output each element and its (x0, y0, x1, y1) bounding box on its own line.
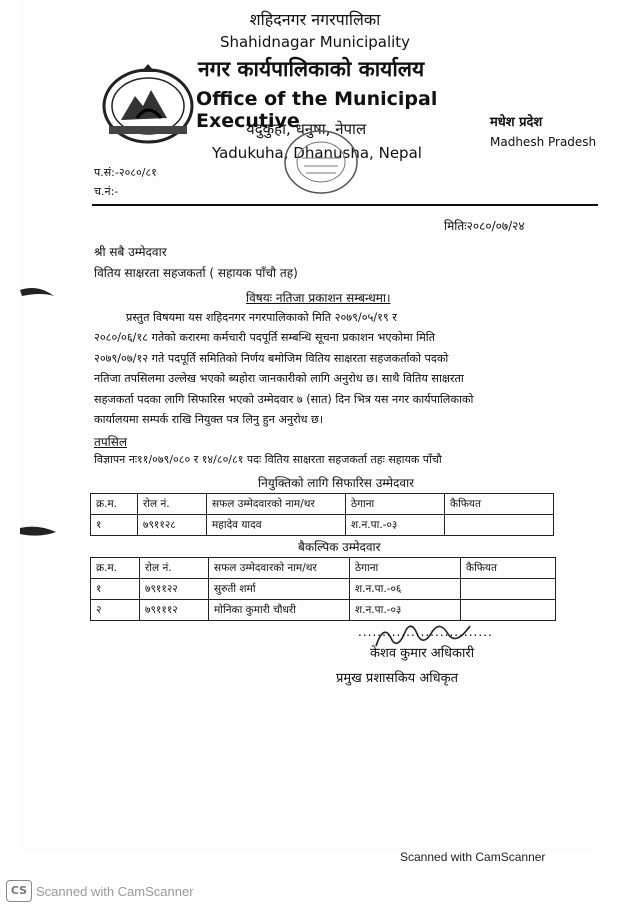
table-cell: ७९११२२ (140, 579, 209, 600)
column-header: कैफियत (461, 558, 556, 579)
nepal-emblem-icon (101, 62, 195, 146)
subject-line: विषयः नतिजा प्रकाशन सम्बन्धमा। (246, 291, 391, 305)
column-header: रोल नं. (138, 494, 207, 515)
advertisement-line: विज्ञापन नः११/०७९/०८० र १४/८०/८१ पदः वितिय साक्षरता सहजकर्ता तहः सहायक पाँचौ (94, 453, 442, 466)
table-cell: श.न.पा.-०३ (350, 600, 461, 621)
address-en: Yadukuha, Dhanusha, Nepal (212, 144, 422, 162)
body-line: २०८०/०६/१८ गतेको करारमा कर्मचारी पदपूर्ति सम्बन्धि सूचना प्रकाशन भएकोमा मिति (94, 331, 436, 345)
tapsil-heading: तपसिल (94, 435, 128, 449)
alternate-title: बैकल्पिक उम्मेदवार (298, 540, 381, 554)
table-cell: मोनिका कुमारी चौधरी (209, 600, 350, 621)
body-line: २०७९/०७/१२ गते पदपूर्ति समितिको निर्णय बमोजिम वितिय साक्षरता सहजकर्ताको पदको (94, 351, 449, 365)
table-cell (461, 579, 556, 600)
table-row (91, 600, 556, 621)
addressee: श्री सबै उम्मेदवार (94, 245, 167, 259)
signatory-title: प्रमुख प्रशासकिय अधिकृत (336, 671, 459, 686)
table-header-row (91, 494, 554, 515)
column-header: क्र.म. (91, 494, 138, 515)
letter-date: मितिः२०८०/०७/२४ (444, 219, 525, 233)
position-line: वितिय साक्षरता सहजकर्ता ( सहायक पाँचौ तह) (94, 266, 298, 280)
table-cell: सुरुती शर्मा (209, 579, 350, 600)
table-cell: १ (91, 579, 140, 600)
table-cell (445, 515, 554, 536)
signature-dots: ............................ (358, 625, 493, 639)
office-name-np: नगर कार्यपालिकाको कार्यालय (198, 57, 425, 81)
office-name-en: Office of the Municipal Executive (196, 88, 438, 132)
column-header: रोल नं. (140, 558, 209, 579)
table-cell: २ (91, 600, 140, 621)
header-divider (92, 204, 598, 206)
column-header: सफल उम्मेदवारको नाम/थर (207, 494, 346, 515)
municipality-name-en: Shahidnagar Municipality (219, 33, 411, 51)
table-cell: ७९१११२ (140, 600, 209, 621)
column-header: ठेगाना (350, 558, 461, 579)
table-row (91, 515, 554, 536)
table-cell: महादेव यादव (207, 515, 346, 536)
table-header-row (91, 558, 556, 579)
column-header: कैफियत (445, 494, 554, 515)
table-cell: ७९११२८ (138, 515, 207, 536)
recommended-table (90, 493, 554, 536)
dispatch-number: च.नं:- (94, 185, 119, 198)
body-line: सहजकर्ता पदका लागि सिफारिस भएको उम्मेदवार ७ (सात) दिन भित्र यस नगर कार्यपालिकाको (94, 392, 474, 406)
column-header: सफल उम्मेदवारको नाम/थर (209, 558, 350, 579)
table-cell: श.न.पा.-०६ (350, 579, 461, 600)
punch-hole-icon (18, 282, 58, 308)
table-row (91, 579, 556, 600)
table-cell: १ (91, 515, 138, 536)
alternate-table (90, 557, 556, 621)
recommended-title: नियुक्तिको लागि सिफारिस उम्मेदवार (258, 476, 415, 490)
reference-number: प.सं:-२०८०/८१ (94, 166, 157, 179)
scanner-watermark-left: Scanned with CamScanner (36, 884, 194, 899)
province-en: Madhesh Pradesh (490, 135, 597, 149)
letter-body (94, 308, 554, 430)
signatory-name: केशव कुमार अधिकारी (370, 646, 475, 661)
province-np: मधेश प्रदेश (490, 115, 543, 130)
column-header: ठेगाना (346, 494, 445, 515)
body-line: कार्यालयमा सम्पर्क राखि नियुक्त पत्र लिनु हुन अनुरोध छ। (94, 413, 324, 427)
punch-hole-icon (18, 522, 58, 542)
address-np: यदुकुहा, धनुषा, नेपाल (246, 120, 367, 138)
camscanner-logo: CS (6, 880, 32, 902)
office-stamp-icon (282, 128, 360, 196)
column-header: क्र.म. (91, 558, 140, 579)
body-line: प्रस्तुत विषयमा यस शहिदनगर नगरपालिकाको मिति २०७९/०५/१९ र (126, 311, 397, 324)
table-cell: श.न.पा.-०३ (346, 515, 445, 536)
scanner-watermark-right: Scanned with CamScanner (400, 850, 546, 864)
municipality-name-np: शहिदनगर नगरपालिका (249, 10, 381, 29)
body-line: नतिजा तपसिलमा उल्लेख भएको ब्यहोरा जानकारीको लागि अनुरोध छ। साथै वितिय साक्षरता (94, 372, 464, 386)
